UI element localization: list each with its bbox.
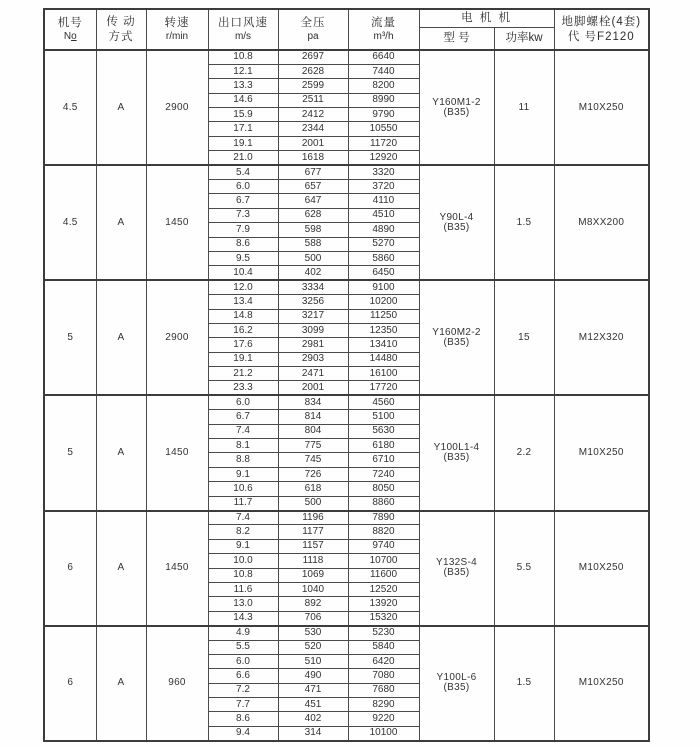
cell-total-pressure: 510 <box>278 654 348 668</box>
cell-motor-model <box>419 165 494 280</box>
cell-outlet-velocity: 7.7 <box>208 698 278 712</box>
cell-flow-rate: 3720 <box>348 180 419 194</box>
cell-total-pressure: 451 <box>278 698 348 712</box>
cell-outlet-velocity: 9.5 <box>208 251 278 265</box>
cell-total-pressure: 2412 <box>278 108 348 122</box>
cell-total-pressure: 1177 <box>278 525 348 539</box>
cell-speed: 1450 <box>146 395 208 510</box>
cell-flow-rate: 7890 <box>348 511 419 525</box>
cell-outlet-velocity: 6.0 <box>208 180 278 194</box>
cell-outlet-velocity: 7.4 <box>208 511 278 525</box>
cell-total-pressure: 726 <box>278 467 348 481</box>
cell-flow-rate: 12520 <box>348 582 419 596</box>
cell-motor-model <box>419 50 494 165</box>
cell-total-pressure: 2697 <box>278 50 348 64</box>
machine-block <box>44 280 649 395</box>
cell-total-pressure: 530 <box>278 626 348 640</box>
cell-outlet-velocity: 23.3 <box>208 381 278 395</box>
cell-speed: 2900 <box>146 280 208 395</box>
cell-anchor-bolt: M8XX200 <box>554 165 649 280</box>
header-motor-group: 电 机 机 <box>419 9 554 28</box>
cell-outlet-velocity: 10.0 <box>208 554 278 568</box>
cell-flow-rate: 7240 <box>348 467 419 481</box>
motor-model-text: Y132S-4 <box>435 557 478 569</box>
cell-machine-no: 5 <box>44 395 96 510</box>
cell-total-pressure: 3217 <box>278 309 348 323</box>
cell-outlet-velocity: 7.2 <box>208 683 278 697</box>
cell-outlet-velocity: 4.9 <box>208 626 278 640</box>
cell-outlet-velocity: 8.8 <box>208 453 278 467</box>
cell-outlet-velocity: 6.7 <box>208 410 278 424</box>
cell-total-pressure: 2344 <box>278 122 348 136</box>
cell-total-pressure: 471 <box>278 683 348 697</box>
cell-flow-rate: 4110 <box>348 194 419 208</box>
cell-total-pressure: 598 <box>278 223 348 237</box>
cell-total-pressure: 814 <box>278 410 348 424</box>
cell-total-pressure: 402 <box>278 266 348 280</box>
cell-flow-rate: 3320 <box>348 165 419 179</box>
motor-frame-text: (B35) <box>443 451 470 463</box>
cell-outlet-velocity: 12.1 <box>208 64 278 78</box>
cell-outlet-velocity: 5.4 <box>208 165 278 179</box>
motor-model-text: Y90L-4 <box>439 211 474 223</box>
cell-outlet-velocity: 11.6 <box>208 582 278 596</box>
cell-flow-rate: 12350 <box>348 323 419 337</box>
cell-flow-rate: 8050 <box>348 482 419 496</box>
cell-speed: 1450 <box>146 511 208 626</box>
header-motor-model: 型 号 <box>419 28 494 51</box>
cell-flow-rate: 6640 <box>348 50 419 64</box>
cell-total-pressure: 1196 <box>278 511 348 525</box>
cell-outlet-velocity: 21.2 <box>208 367 278 381</box>
cell-total-pressure: 677 <box>278 165 348 179</box>
cell-flow-rate: 10100 <box>348 726 419 740</box>
header-outlet-velocity: 出口风速 m/s <box>208 9 278 50</box>
cell-outlet-velocity: 8.6 <box>208 712 278 726</box>
cell-anchor-bolt: M12X320 <box>554 280 649 395</box>
cell-flow-rate: 13410 <box>348 338 419 352</box>
cell-flow-rate: 4890 <box>348 223 419 237</box>
cell-outlet-velocity: 21.0 <box>208 151 278 165</box>
motor-frame-text: (B35) <box>443 221 470 233</box>
cell-total-pressure: 745 <box>278 453 348 467</box>
cell-machine-no: 5 <box>44 280 96 395</box>
cell-total-pressure: 2471 <box>278 367 348 381</box>
cell-flow-rate: 12920 <box>348 151 419 165</box>
cell-drive-type: A <box>96 511 146 626</box>
cell-motor-model <box>419 626 494 741</box>
motor-frame-text: (B35) <box>443 682 470 694</box>
cell-outlet-velocity: 7.4 <box>208 424 278 438</box>
cell-outlet-velocity: 11.7 <box>208 496 278 510</box>
cell-outlet-velocity: 14.6 <box>208 93 278 107</box>
cell-flow-rate: 8820 <box>348 525 419 539</box>
cell-motor-power: 5.5 <box>494 511 554 626</box>
motor-model-text: Y100L-6 <box>436 672 477 684</box>
machine-block <box>44 50 649 165</box>
cell-total-pressure: 3256 <box>278 295 348 309</box>
cell-outlet-velocity: 17.6 <box>208 338 278 352</box>
cell-drive-type: A <box>96 626 146 741</box>
cell-flow-rate: 4560 <box>348 395 419 409</box>
cell-flow-rate: 11250 <box>348 309 419 323</box>
cell-outlet-velocity: 5.5 <box>208 640 278 654</box>
cell-total-pressure: 2981 <box>278 338 348 352</box>
motor-model-text: Y160M2-2 <box>432 326 481 338</box>
cell-total-pressure: 3099 <box>278 323 348 337</box>
header-machine-no: 机号 No <box>44 9 96 50</box>
cell-outlet-velocity: 17.1 <box>208 122 278 136</box>
cell-flow-rate: 8990 <box>348 93 419 107</box>
cell-outlet-velocity: 8.1 <box>208 439 278 453</box>
cell-anchor-bolt: M10X250 <box>554 395 649 510</box>
cell-flow-rate: 7080 <box>348 669 419 683</box>
cell-outlet-velocity: 14.3 <box>208 611 278 625</box>
fan-spec-table <box>43 8 650 742</box>
motor-frame-text: (B35) <box>443 567 470 579</box>
cell-drive-type: A <box>96 50 146 165</box>
table-header <box>44 9 649 50</box>
cell-flow-rate: 6180 <box>348 439 419 453</box>
cell-flow-rate: 5100 <box>348 410 419 424</box>
header-anchor-bolt: 地脚螺栓(4套) 代 号F2120 <box>554 9 649 50</box>
cell-flow-rate: 5230 <box>348 626 419 640</box>
cell-total-pressure: 520 <box>278 640 348 654</box>
table-row <box>44 395 649 409</box>
cell-flow-rate: 5840 <box>348 640 419 654</box>
cell-flow-rate: 16100 <box>348 367 419 381</box>
cell-motor-model <box>419 280 494 395</box>
cell-total-pressure: 2903 <box>278 352 348 366</box>
cell-speed: 960 <box>146 626 208 741</box>
header-flow-rate: 流量 m³/h <box>348 9 419 50</box>
machine-block <box>44 165 649 280</box>
table-row <box>44 50 649 64</box>
cell-total-pressure: 2628 <box>278 64 348 78</box>
motor-frame-text: (B35) <box>443 106 470 118</box>
cell-total-pressure: 500 <box>278 251 348 265</box>
cell-motor-power: 15 <box>494 280 554 395</box>
cell-total-pressure: 1069 <box>278 568 348 582</box>
cell-flow-rate: 6450 <box>348 266 419 280</box>
cell-flow-rate: 10200 <box>348 295 419 309</box>
cell-total-pressure: 588 <box>278 237 348 251</box>
cell-total-pressure: 834 <box>278 395 348 409</box>
cell-outlet-velocity: 7.9 <box>208 223 278 237</box>
cell-total-pressure: 892 <box>278 597 348 611</box>
cell-machine-no: 6 <box>44 511 96 626</box>
cell-total-pressure: 647 <box>278 194 348 208</box>
cell-anchor-bolt: M10X250 <box>554 626 649 741</box>
cell-flow-rate: 11720 <box>348 136 419 150</box>
cell-outlet-velocity: 10.4 <box>208 266 278 280</box>
cell-outlet-velocity: 19.1 <box>208 136 278 150</box>
cell-total-pressure: 2599 <box>278 79 348 93</box>
table-row <box>44 165 649 179</box>
cell-machine-no: 4.5 <box>44 50 96 165</box>
cell-machine-no: 4.5 <box>44 165 96 280</box>
cell-total-pressure: 402 <box>278 712 348 726</box>
cell-motor-model <box>419 395 494 510</box>
cell-outlet-velocity: 6.7 <box>208 194 278 208</box>
cell-total-pressure: 706 <box>278 611 348 625</box>
cell-flow-rate: 8860 <box>348 496 419 510</box>
cell-motor-power: 1.5 <box>494 626 554 741</box>
cell-outlet-velocity: 16.2 <box>208 323 278 337</box>
motor-model-text: Y160M1-2 <box>432 96 481 108</box>
cell-outlet-velocity: 13.3 <box>208 79 278 93</box>
cell-flow-rate: 13920 <box>348 597 419 611</box>
cell-flow-rate: 6420 <box>348 654 419 668</box>
cell-motor-power: 11 <box>494 50 554 165</box>
cell-flow-rate: 10700 <box>348 554 419 568</box>
cell-flow-rate: 17720 <box>348 381 419 395</box>
cell-flow-rate: 9740 <box>348 539 419 553</box>
cell-flow-rate: 4510 <box>348 208 419 222</box>
machine-block <box>44 395 649 510</box>
machine-block <box>44 511 649 626</box>
cell-flow-rate: 6710 <box>348 453 419 467</box>
cell-flow-rate: 7680 <box>348 683 419 697</box>
cell-total-pressure: 1040 <box>278 582 348 596</box>
cell-total-pressure: 657 <box>278 180 348 194</box>
cell-flow-rate: 9790 <box>348 108 419 122</box>
cell-drive-type: A <box>96 395 146 510</box>
cell-drive-type: A <box>96 280 146 395</box>
cell-total-pressure: 490 <box>278 669 348 683</box>
cell-outlet-velocity: 19.1 <box>208 352 278 366</box>
cell-total-pressure: 618 <box>278 482 348 496</box>
cell-flow-rate: 5270 <box>348 237 419 251</box>
cell-total-pressure: 1118 <box>278 554 348 568</box>
cell-outlet-velocity: 6.6 <box>208 669 278 683</box>
cell-flow-rate: 15320 <box>348 611 419 625</box>
cell-outlet-velocity: 15.9 <box>208 108 278 122</box>
cell-outlet-velocity: 13.4 <box>208 295 278 309</box>
cell-total-pressure: 500 <box>278 496 348 510</box>
cell-flow-rate: 5630 <box>348 424 419 438</box>
cell-outlet-velocity: 7.3 <box>208 208 278 222</box>
cell-drive-type: A <box>96 165 146 280</box>
cell-motor-power: 2.2 <box>494 395 554 510</box>
cell-total-pressure: 3334 <box>278 280 348 294</box>
cell-flow-rate: 8200 <box>348 79 419 93</box>
cell-outlet-velocity: 14.8 <box>208 309 278 323</box>
cell-flow-rate: 9100 <box>348 280 419 294</box>
cell-machine-no: 6 <box>44 626 96 741</box>
cell-flow-rate: 5860 <box>348 251 419 265</box>
cell-total-pressure: 314 <box>278 726 348 740</box>
table-row <box>44 626 649 640</box>
cell-total-pressure: 804 <box>278 424 348 438</box>
cell-outlet-velocity: 9.1 <box>208 539 278 553</box>
cell-total-pressure: 1157 <box>278 539 348 553</box>
header-speed: 转速 r/min <box>146 9 208 50</box>
cell-flow-rate: 8290 <box>348 698 419 712</box>
cell-flow-rate: 10550 <box>348 122 419 136</box>
table-row <box>44 280 649 294</box>
cell-outlet-velocity: 8.2 <box>208 525 278 539</box>
cell-total-pressure: 1618 <box>278 151 348 165</box>
header-motor-power: 功率kw <box>494 28 554 51</box>
cell-outlet-velocity: 13.0 <box>208 597 278 611</box>
machine-block <box>44 626 649 741</box>
cell-outlet-velocity: 12.0 <box>208 280 278 294</box>
cell-motor-model <box>419 511 494 626</box>
cell-total-pressure: 2001 <box>278 136 348 150</box>
cell-anchor-bolt: M10X250 <box>554 50 649 165</box>
cell-outlet-velocity: 8.6 <box>208 237 278 251</box>
cell-outlet-velocity: 9.4 <box>208 726 278 740</box>
cell-total-pressure: 775 <box>278 439 348 453</box>
cell-speed: 2900 <box>146 50 208 165</box>
cell-flow-rate: 9220 <box>348 712 419 726</box>
cell-outlet-velocity: 6.0 <box>208 395 278 409</box>
cell-total-pressure: 628 <box>278 208 348 222</box>
motor-frame-text: (B35) <box>443 336 470 348</box>
cell-speed: 1450 <box>146 165 208 280</box>
cell-outlet-velocity: 9.1 <box>208 467 278 481</box>
header-total-pressure: 全压 pa <box>278 9 348 50</box>
cell-flow-rate: 11600 <box>348 568 419 582</box>
motor-model-text: Y100L1-4 <box>433 441 480 453</box>
cell-outlet-velocity: 10.8 <box>208 568 278 582</box>
cell-anchor-bolt: M10X250 <box>554 511 649 626</box>
cell-motor-power: 1.5 <box>494 165 554 280</box>
cell-outlet-velocity: 10.8 <box>208 50 278 64</box>
cell-flow-rate: 14480 <box>348 352 419 366</box>
header-drive-type: 传 动 方式 <box>96 9 146 50</box>
cell-total-pressure: 2001 <box>278 381 348 395</box>
cell-outlet-velocity: 6.0 <box>208 654 278 668</box>
cell-flow-rate: 7440 <box>348 64 419 78</box>
table-row <box>44 511 649 525</box>
cell-outlet-velocity: 10.6 <box>208 482 278 496</box>
cell-total-pressure: 2511 <box>278 93 348 107</box>
